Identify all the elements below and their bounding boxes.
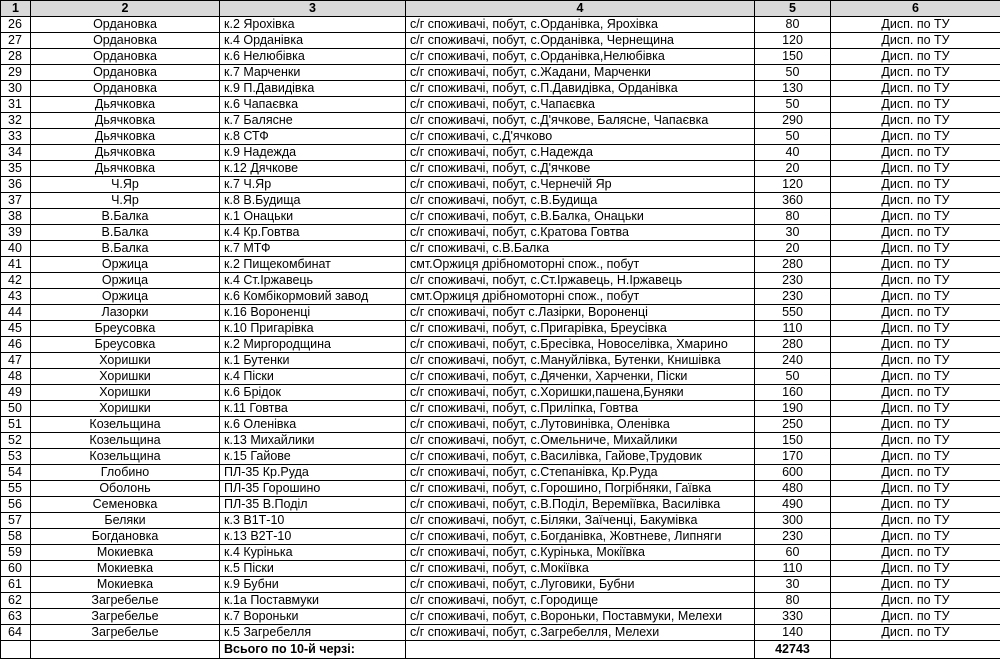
feeder-cell: к.3 В1Т-10 bbox=[220, 513, 406, 529]
row-number-cell: 62 bbox=[1, 593, 31, 609]
table-row bbox=[1, 369, 1000, 385]
table-row bbox=[1, 225, 1000, 241]
feeder-cell: ПЛ-35 Горошино bbox=[220, 481, 406, 497]
header-cell-6: 6 bbox=[831, 1, 1000, 17]
load-value-cell: 50 bbox=[755, 369, 831, 385]
substation-cell: Ордановка bbox=[31, 49, 220, 65]
table-row bbox=[1, 561, 1000, 577]
load-value-cell: 330 bbox=[755, 609, 831, 625]
load-value-cell: 130 bbox=[755, 81, 831, 97]
table-row bbox=[1, 273, 1000, 289]
control-method-cell: Дисп. по ТУ bbox=[831, 97, 1000, 113]
feeder-cell: к.6 Брідок bbox=[220, 385, 406, 401]
consumers-cell: с/г споживачі, побут, с.В.Балка, Онацьки bbox=[406, 209, 755, 225]
feeder-cell: к.5 Піски bbox=[220, 561, 406, 577]
table-row bbox=[1, 353, 1000, 369]
feeder-cell: к.1 Бутенки bbox=[220, 353, 406, 369]
consumers-cell: с/г споживачі, побут, с.Орданівка, Чернещина bbox=[406, 33, 755, 49]
table-row bbox=[1, 33, 1000, 49]
table-row bbox=[1, 529, 1000, 545]
substation-cell: Дьячковка bbox=[31, 129, 220, 145]
substation-cell: Оржица bbox=[31, 257, 220, 273]
consumers-cell: с/г споживачі, побут, с.Хоришки,пашена,Буняки bbox=[406, 385, 755, 401]
control-method-cell: Дисп. по ТУ bbox=[831, 177, 1000, 193]
substation-cell: Загребелье bbox=[31, 609, 220, 625]
consumers-cell: с/г споживачі, побут, с.Богданівка, Жовтневе, Липняги bbox=[406, 529, 755, 545]
feeder-cell: к.6 Чапаєвка bbox=[220, 97, 406, 113]
table-row bbox=[1, 481, 1000, 497]
control-method-cell: Дисп. по ТУ bbox=[831, 625, 1000, 641]
feeder-cell: к.6 Нелюбівка bbox=[220, 49, 406, 65]
consumers-cell: с/г споживачі, с.В.Балка bbox=[406, 241, 755, 257]
control-method-cell: Дисп. по ТУ bbox=[831, 401, 1000, 417]
substation-cell: Богдановка bbox=[31, 529, 220, 545]
table-row bbox=[1, 625, 1000, 641]
load-value-cell: 60 bbox=[755, 545, 831, 561]
control-method-cell: Дисп. по ТУ bbox=[831, 545, 1000, 561]
row-number-cell: 60 bbox=[1, 561, 31, 577]
load-value-cell: 230 bbox=[755, 289, 831, 305]
consumers-cell: с/г споживачі, побут, с.Горошино, Погрібняки, Гаївка bbox=[406, 481, 755, 497]
consumers-cell: с/г споживачі, побут, с.Чапаєвка bbox=[406, 97, 755, 113]
load-value-cell: 190 bbox=[755, 401, 831, 417]
control-method-cell: Дисп. по ТУ bbox=[831, 337, 1000, 353]
table-row bbox=[1, 289, 1000, 305]
row-number-cell: 50 bbox=[1, 401, 31, 417]
row-number-cell: 49 bbox=[1, 385, 31, 401]
consumers-cell: с/г споживачі, побут, с.Луговики, Бубни bbox=[406, 577, 755, 593]
row-number-cell: 53 bbox=[1, 449, 31, 465]
row-number-cell: 35 bbox=[1, 161, 31, 177]
feeder-cell: к.7 Ч.Яр bbox=[220, 177, 406, 193]
control-method-cell: Дисп. по ТУ bbox=[831, 385, 1000, 401]
feeder-cell: к.11 Говтва bbox=[220, 401, 406, 417]
row-number-cell: 64 bbox=[1, 625, 31, 641]
feeder-cell: к.9 Бубни bbox=[220, 577, 406, 593]
feeder-cell: к.2 Пищекомбинат bbox=[220, 257, 406, 273]
table-row bbox=[1, 177, 1000, 193]
table-row bbox=[1, 97, 1000, 113]
consumers-cell: смт.Оржиця дрібномоторні спож., побут bbox=[406, 257, 755, 273]
substation-cell: Дьячковка bbox=[31, 161, 220, 177]
control-method-cell: Дисп. по ТУ bbox=[831, 513, 1000, 529]
consumers-cell: с/г споживачі, побут, с.Чернечій Яр bbox=[406, 177, 755, 193]
control-method-cell: Дисп. по ТУ bbox=[831, 241, 1000, 257]
substation-cell: Бреусовка bbox=[31, 337, 220, 353]
feeder-cell: к.13 Михайлики bbox=[220, 433, 406, 449]
feeder-cell: к.8 СТФ bbox=[220, 129, 406, 145]
consumers-cell: с/г споживачі, побут, с.Ст.Іржавець, Н.Іржавець bbox=[406, 273, 755, 289]
control-method-cell: Дисп. по ТУ bbox=[831, 129, 1000, 145]
load-value-cell: 360 bbox=[755, 193, 831, 209]
control-method-cell: Дисп. по ТУ bbox=[831, 273, 1000, 289]
row-number-cell: 47 bbox=[1, 353, 31, 369]
table-row bbox=[1, 241, 1000, 257]
load-value-cell: 50 bbox=[755, 65, 831, 81]
row-number-cell: 27 bbox=[1, 33, 31, 49]
substation-cell: Хоришки bbox=[31, 369, 220, 385]
table-row bbox=[1, 209, 1000, 225]
control-method-cell: Дисп. по ТУ bbox=[831, 321, 1000, 337]
load-value-cell: 80 bbox=[755, 593, 831, 609]
load-value-cell: 80 bbox=[755, 17, 831, 33]
row-number-cell: 40 bbox=[1, 241, 31, 257]
table-row bbox=[1, 49, 1000, 65]
load-value-cell: 600 bbox=[755, 465, 831, 481]
load-value-cell: 140 bbox=[755, 625, 831, 641]
total-empty-6 bbox=[831, 641, 1000, 659]
consumers-cell: с/г споживачі, побут, с.Городище bbox=[406, 593, 755, 609]
load-value-cell: 20 bbox=[755, 241, 831, 257]
table-row bbox=[1, 609, 1000, 625]
row-number-cell: 28 bbox=[1, 49, 31, 65]
substation-cell: Загребелье bbox=[31, 593, 220, 609]
table-row bbox=[1, 17, 1000, 33]
consumers-cell: с/г споживачі, побут, с.Д'ячкове, Балясне, Чапаєвка bbox=[406, 113, 755, 129]
row-number-cell: 48 bbox=[1, 369, 31, 385]
control-method-cell: Дисп. по ТУ bbox=[831, 433, 1000, 449]
substation-cell: Хоришки bbox=[31, 353, 220, 369]
feeder-cell: к.10 Пригарівка bbox=[220, 321, 406, 337]
row-number-cell: 42 bbox=[1, 273, 31, 289]
control-method-cell: Дисп. по ТУ bbox=[831, 161, 1000, 177]
table-row bbox=[1, 305, 1000, 321]
consumers-cell: с/г споживачі, побут, с.Кратова Говтва bbox=[406, 225, 755, 241]
load-value-cell: 120 bbox=[755, 33, 831, 49]
feeder-cell: к.9 Надежда bbox=[220, 145, 406, 161]
row-number-cell: 43 bbox=[1, 289, 31, 305]
header-cell-2: 2 bbox=[31, 1, 220, 17]
row-number-cell: 41 bbox=[1, 257, 31, 273]
load-value-cell: 280 bbox=[755, 257, 831, 273]
control-method-cell: Дисп. по ТУ bbox=[831, 225, 1000, 241]
consumers-cell: с/г споживачі, побут, с.Мануйлівка, Бутенки, Книшівка bbox=[406, 353, 755, 369]
feeder-cell: к.5 Загребелля bbox=[220, 625, 406, 641]
feeder-cell: ПЛ-35 Кр.Руда bbox=[220, 465, 406, 481]
feeder-cell: к.13 В2Т-10 bbox=[220, 529, 406, 545]
load-value-cell: 160 bbox=[755, 385, 831, 401]
control-method-cell: Дисп. по ТУ bbox=[831, 465, 1000, 481]
feeder-cell: к.4 Піски bbox=[220, 369, 406, 385]
total-empty-2 bbox=[31, 641, 220, 659]
control-method-cell: Дисп. по ТУ bbox=[831, 49, 1000, 65]
feeder-cell: к.8 В.Будища bbox=[220, 193, 406, 209]
substation-cell: Оболонь bbox=[31, 481, 220, 497]
feeder-cell: к.1 Онацьки bbox=[220, 209, 406, 225]
table-row bbox=[1, 145, 1000, 161]
substation-cell: Семеновка bbox=[31, 497, 220, 513]
substation-cell: Беляки bbox=[31, 513, 220, 529]
substation-cell: Дьячковка bbox=[31, 145, 220, 161]
consumers-cell: с/г споживачі, побут, с.Степанівка, Кр.Руда bbox=[406, 465, 755, 481]
consumers-cell: смт.Оржиця дрібномоторні спож., побут bbox=[406, 289, 755, 305]
consumers-cell: с/г споживачі, побут, с.Жадани, Марченки bbox=[406, 65, 755, 81]
control-method-cell: Дисп. по ТУ bbox=[831, 113, 1000, 129]
row-number-cell: 45 bbox=[1, 321, 31, 337]
row-number-cell: 63 bbox=[1, 609, 31, 625]
row-number-cell: 61 bbox=[1, 577, 31, 593]
substation-cell: Козельщина bbox=[31, 433, 220, 449]
consumers-cell: с/г споживачі, побут, с.Василівка, Гайове,Трудовик bbox=[406, 449, 755, 465]
total-label: Всього по 10-й черзі: bbox=[220, 641, 406, 659]
row-number-cell: 33 bbox=[1, 129, 31, 145]
header-cell-4: 4 bbox=[406, 1, 755, 17]
table-row bbox=[1, 465, 1000, 481]
load-value-cell: 550 bbox=[755, 305, 831, 321]
table-row bbox=[1, 577, 1000, 593]
substation-cell: Бреусовка bbox=[31, 321, 220, 337]
consumers-cell: с/г споживачі, побут, с.Загребелля, Мелехи bbox=[406, 625, 755, 641]
table-row bbox=[1, 257, 1000, 273]
control-method-cell: Дисп. по ТУ bbox=[831, 497, 1000, 513]
consumers-cell: с/г споживачі, побут, с.Надежда bbox=[406, 145, 755, 161]
row-number-cell: 39 bbox=[1, 225, 31, 241]
substation-cell: В.Балка bbox=[31, 209, 220, 225]
substation-cell: Ч.Яр bbox=[31, 193, 220, 209]
consumers-cell: с/г споживачі, побут, с.Вороньки, Поставмуки, Мелехи bbox=[406, 609, 755, 625]
row-number-cell: 29 bbox=[1, 65, 31, 81]
table-row bbox=[1, 513, 1000, 529]
feeder-cell: к.16 Вороненці bbox=[220, 305, 406, 321]
row-number-cell: 31 bbox=[1, 97, 31, 113]
table-row bbox=[1, 497, 1000, 513]
feeder-cell: к.15 Гайове bbox=[220, 449, 406, 465]
consumers-cell: с/г споживачі, побут, с.Омельниче, Михайлики bbox=[406, 433, 755, 449]
row-number-cell: 32 bbox=[1, 113, 31, 129]
row-number-cell: 38 bbox=[1, 209, 31, 225]
feeder-cell: к.6 Оленівка bbox=[220, 417, 406, 433]
substation-cell: Загребелье bbox=[31, 625, 220, 641]
control-method-cell: Дисп. по ТУ bbox=[831, 65, 1000, 81]
control-method-cell: Дисп. по ТУ bbox=[831, 417, 1000, 433]
feeder-cell: ПЛ-35 В.Поділ bbox=[220, 497, 406, 513]
table-row bbox=[1, 593, 1000, 609]
table-row bbox=[1, 113, 1000, 129]
control-method-cell: Дисп. по ТУ bbox=[831, 561, 1000, 577]
load-value-cell: 300 bbox=[755, 513, 831, 529]
feeder-cell: к.6 Комбікормовий завод bbox=[220, 289, 406, 305]
table-row bbox=[1, 321, 1000, 337]
substation-cell: Хоришки bbox=[31, 385, 220, 401]
control-method-cell: Дисп. по ТУ bbox=[831, 529, 1000, 545]
table-row bbox=[1, 161, 1000, 177]
total-value: 42743 bbox=[755, 641, 831, 659]
substation-cell: Оржица bbox=[31, 273, 220, 289]
consumers-cell: с/г споживачі, побут, с.Бресівка, Новоселівка, Хмарино bbox=[406, 337, 755, 353]
control-method-cell: Дисп. по ТУ bbox=[831, 577, 1000, 593]
consumers-cell: с/г споживачі, побут, с.Пригарівка, Бреусівка bbox=[406, 321, 755, 337]
row-number-cell: 54 bbox=[1, 465, 31, 481]
header-row bbox=[1, 1, 1000, 17]
consumers-cell: с/г споживачі, побут, с.Мокіївка bbox=[406, 561, 755, 577]
table-row bbox=[1, 433, 1000, 449]
load-value-cell: 40 bbox=[755, 145, 831, 161]
control-method-cell: Дисп. по ТУ bbox=[831, 81, 1000, 97]
control-method-cell: Дисп. по ТУ bbox=[831, 593, 1000, 609]
substation-cell: Глобино bbox=[31, 465, 220, 481]
feeder-cell: к.4 Орданівка bbox=[220, 33, 406, 49]
substation-cell: Мокиевка bbox=[31, 561, 220, 577]
table-body bbox=[1, 1, 1000, 659]
row-number-cell: 44 bbox=[1, 305, 31, 321]
feeder-cell: к.4 Ст.Іржавець bbox=[220, 273, 406, 289]
control-method-cell: Дисп. по ТУ bbox=[831, 209, 1000, 225]
substation-cell: В.Балка bbox=[31, 225, 220, 241]
substation-cell: Козельщина bbox=[31, 417, 220, 433]
load-value-cell: 280 bbox=[755, 337, 831, 353]
row-number-cell: 55 bbox=[1, 481, 31, 497]
consumers-cell: с/г споживачі, побут, с.Орданівка, Ярохівка bbox=[406, 17, 755, 33]
table-row bbox=[1, 417, 1000, 433]
load-value-cell: 230 bbox=[755, 529, 831, 545]
row-number-cell: 57 bbox=[1, 513, 31, 529]
feeder-cell: к.7 МТФ bbox=[220, 241, 406, 257]
substation-cell: Дьячковка bbox=[31, 97, 220, 113]
control-method-cell: Дисп. по ТУ bbox=[831, 481, 1000, 497]
load-value-cell: 30 bbox=[755, 577, 831, 593]
control-method-cell: Дисп. по ТУ bbox=[831, 353, 1000, 369]
load-value-cell: 50 bbox=[755, 129, 831, 145]
load-value-cell: 290 bbox=[755, 113, 831, 129]
load-value-cell: 30 bbox=[755, 225, 831, 241]
substation-cell: Лазорки bbox=[31, 305, 220, 321]
row-number-cell: 36 bbox=[1, 177, 31, 193]
substation-cell: Дьячковка bbox=[31, 113, 220, 129]
consumers-cell: с/г споживачі, побут, с.Дяченки, Харченки, Піски bbox=[406, 369, 755, 385]
feeder-cell: к.7 Вороньки bbox=[220, 609, 406, 625]
consumers-cell: с/г споживачі, побут, с.Приліпка, Говтва bbox=[406, 401, 755, 417]
feeder-cell: к.4 Кр.Говтва bbox=[220, 225, 406, 241]
substation-cell: Ордановка bbox=[31, 65, 220, 81]
load-value-cell: 110 bbox=[755, 321, 831, 337]
substation-cell: Ордановка bbox=[31, 33, 220, 49]
total-empty-1 bbox=[1, 641, 31, 659]
control-method-cell: Дисп. по ТУ bbox=[831, 33, 1000, 49]
header-cell-1: 1 bbox=[1, 1, 31, 17]
control-method-cell: Дисп. по ТУ bbox=[831, 609, 1000, 625]
feeder-cell: к.7 Балясне bbox=[220, 113, 406, 129]
substation-cell: Мокиевка bbox=[31, 577, 220, 593]
table-row bbox=[1, 449, 1000, 465]
control-method-cell: Дисп. по ТУ bbox=[831, 305, 1000, 321]
substation-cell: Оржица bbox=[31, 289, 220, 305]
consumers-cell: с/г споживачі, побут, с.Біляки, Заїченці, Бакумівка bbox=[406, 513, 755, 529]
consumers-cell: с/г споживачі, побут, с.Орданівка,Нелюбівка bbox=[406, 49, 755, 65]
consumers-cell: с/г споживачі, побут, с.Лутовинівка, Оленівка bbox=[406, 417, 755, 433]
table-row bbox=[1, 545, 1000, 561]
header-cell-5: 5 bbox=[755, 1, 831, 17]
row-number-cell: 59 bbox=[1, 545, 31, 561]
table-row bbox=[1, 65, 1000, 81]
total-empty-4 bbox=[406, 641, 755, 659]
load-value-cell: 120 bbox=[755, 177, 831, 193]
table-row bbox=[1, 337, 1000, 353]
feeder-cell: к.9 П.Давидівка bbox=[220, 81, 406, 97]
substation-cell: Ордановка bbox=[31, 81, 220, 97]
consumers-cell: с/г споживачі, побут, с.В.Будища bbox=[406, 193, 755, 209]
table-row bbox=[1, 401, 1000, 417]
load-value-cell: 80 bbox=[755, 209, 831, 225]
load-value-cell: 170 bbox=[755, 449, 831, 465]
row-number-cell: 26 bbox=[1, 17, 31, 33]
total-row bbox=[1, 641, 1000, 659]
feeder-cell: к.12 Дячкове bbox=[220, 161, 406, 177]
row-number-cell: 58 bbox=[1, 529, 31, 545]
load-value-cell: 150 bbox=[755, 433, 831, 449]
load-value-cell: 480 bbox=[755, 481, 831, 497]
substation-cell: Мокиевка bbox=[31, 545, 220, 561]
consumers-cell: с/г споживачі, с.Д'ячково bbox=[406, 129, 755, 145]
consumers-cell: с/г споживачі, побут, с.Д'ячкове bbox=[406, 161, 755, 177]
load-value-cell: 250 bbox=[755, 417, 831, 433]
control-method-cell: Дисп. по ТУ bbox=[831, 257, 1000, 273]
load-value-cell: 230 bbox=[755, 273, 831, 289]
row-number-cell: 56 bbox=[1, 497, 31, 513]
load-value-cell: 20 bbox=[755, 161, 831, 177]
control-method-cell: Дисп. по ТУ bbox=[831, 369, 1000, 385]
table-row bbox=[1, 193, 1000, 209]
control-method-cell: Дисп. по ТУ bbox=[831, 145, 1000, 161]
control-method-cell: Дисп. по ТУ bbox=[831, 193, 1000, 209]
control-method-cell: Дисп. по ТУ bbox=[831, 449, 1000, 465]
feeder-cell: к.7 Марченки bbox=[220, 65, 406, 81]
substation-cell: Ч.Яр bbox=[31, 177, 220, 193]
substation-cell: Ордановка bbox=[31, 17, 220, 33]
consumers-cell: с/г споживачі, побут с.Лазірки, Вороненці bbox=[406, 305, 755, 321]
table-row bbox=[1, 129, 1000, 145]
table-row bbox=[1, 385, 1000, 401]
row-number-cell: 46 bbox=[1, 337, 31, 353]
feeder-cell: к.2 Ярохівка bbox=[220, 17, 406, 33]
feeder-cell: к.1а Поставмуки bbox=[220, 593, 406, 609]
consumers-cell: с/г споживачі, побут, с.Курінька, Мокіївка bbox=[406, 545, 755, 561]
feeder-cell: к.4 Курінька bbox=[220, 545, 406, 561]
feeder-cell: к.2 Миргородщина bbox=[220, 337, 406, 353]
load-value-cell: 110 bbox=[755, 561, 831, 577]
load-value-cell: 240 bbox=[755, 353, 831, 369]
control-method-cell: Дисп. по ТУ bbox=[831, 17, 1000, 33]
load-value-cell: 50 bbox=[755, 97, 831, 113]
load-value-cell: 490 bbox=[755, 497, 831, 513]
substation-cell: Козельщина bbox=[31, 449, 220, 465]
row-number-cell: 52 bbox=[1, 433, 31, 449]
row-number-cell: 34 bbox=[1, 145, 31, 161]
consumers-cell: с/г споживачі, побут, с.П.Давидівка, Орданівка bbox=[406, 81, 755, 97]
row-number-cell: 51 bbox=[1, 417, 31, 433]
load-value-cell: 150 bbox=[755, 49, 831, 65]
table-row bbox=[1, 81, 1000, 97]
substation-cell: В.Балка bbox=[31, 241, 220, 257]
substation-cell: Хоришки bbox=[31, 401, 220, 417]
control-method-cell: Дисп. по ТУ bbox=[831, 289, 1000, 305]
row-number-cell: 30 bbox=[1, 81, 31, 97]
header-cell-3: 3 bbox=[220, 1, 406, 17]
consumers-cell: с/г споживачі, побут, с.В.Поділ, Вереміївка, Василівка bbox=[406, 497, 755, 513]
row-number-cell: 37 bbox=[1, 193, 31, 209]
